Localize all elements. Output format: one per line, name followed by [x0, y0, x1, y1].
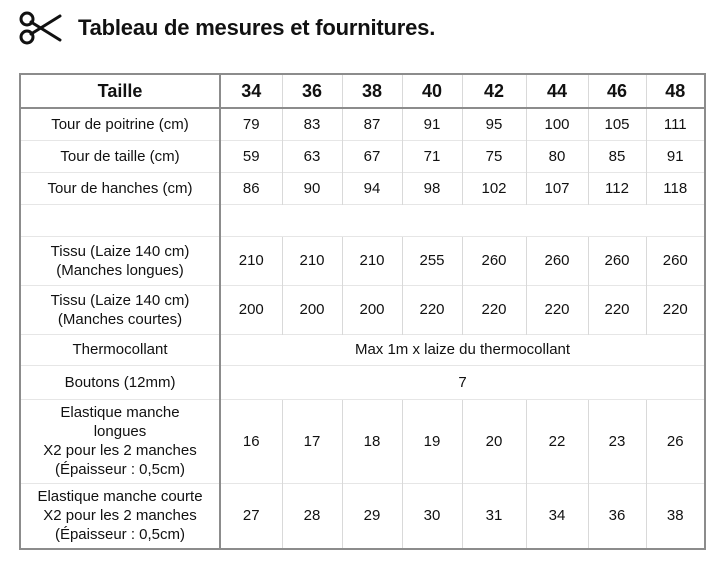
table-cell: 31: [462, 483, 526, 549]
table-cell: 91: [402, 108, 462, 140]
row-thermocollant: [20, 334, 705, 365]
table-cell: 63: [282, 140, 342, 172]
row-label-line: (Manches courtes): [57, 310, 183, 328]
blank-cell: [220, 204, 705, 236]
row-label: Thermocollant: [20, 334, 220, 365]
size-header-label: Taille: [20, 74, 220, 108]
size-42: 42: [462, 74, 526, 108]
table-cell: 260: [646, 236, 705, 285]
scissors-icon: [18, 10, 62, 46]
table-cell: 83: [282, 108, 342, 140]
table-cell: 210: [220, 236, 282, 285]
table-cell: 102: [462, 172, 526, 204]
table-cell: 220: [462, 285, 526, 334]
table-cell: 34: [526, 483, 588, 549]
size-36: 36: [282, 74, 342, 108]
table-cell: 112: [588, 172, 646, 204]
table-cell: 16: [220, 399, 282, 483]
row-label-line: (Manches longues): [56, 261, 184, 279]
table-cell: 17: [282, 399, 342, 483]
table-cell: 200: [282, 285, 342, 334]
table-cell: 18: [342, 399, 402, 483]
table-cell: 75: [462, 140, 526, 172]
table-cell: 94: [342, 172, 402, 204]
table-cell: 26: [646, 399, 705, 483]
row-elastique-longues: [20, 399, 705, 483]
table-cell: 38: [646, 483, 705, 549]
page-title: Tableau de mesures et fournitures.: [78, 15, 436, 40]
row-label-line: Tissu (Laize 140 cm): [50, 291, 190, 309]
table-cell: 200: [342, 285, 402, 334]
page-header: [18, 8, 435, 48]
table-cell: 20: [462, 399, 526, 483]
row-tissu-courtes: [20, 285, 705, 334]
table-cell: 210: [342, 236, 402, 285]
blank-label-cell: [20, 204, 220, 236]
table-cell: 260: [526, 236, 588, 285]
table-cell: 79: [220, 108, 282, 140]
table-cell: 260: [588, 236, 646, 285]
table-cell: 67: [342, 140, 402, 172]
row-label-line: Elastique manche: [60, 404, 180, 421]
table-cell: 87: [342, 108, 402, 140]
row-label-line: (Épaisseur : 0,5cm): [54, 526, 186, 544]
table-cell: 36: [588, 483, 646, 549]
table-cell: 220: [526, 285, 588, 334]
row-label: Tour de taille (cm): [20, 140, 220, 172]
row-label-line: X2 pour les 2 manches: [43, 507, 197, 525]
table-cell: 220: [402, 285, 462, 334]
row-label: [20, 236, 220, 285]
row-elastique-courte: [20, 483, 705, 549]
row-label: Boutons (12mm): [20, 365, 220, 399]
table-cell: 210: [282, 236, 342, 285]
table-cell: 85: [588, 140, 646, 172]
row-label: [20, 285, 220, 334]
table-cell: 105: [588, 108, 646, 140]
size-46: 46: [588, 74, 646, 108]
row-label: [20, 399, 220, 483]
table-cell: 27: [220, 483, 282, 549]
table-cell: 86: [220, 172, 282, 204]
row-label-line: Elastique manche courte: [37, 488, 203, 506]
table-cell: 29: [342, 483, 402, 549]
row-label-line: X2 pour les 2 manches: [43, 442, 197, 459]
row-label-line: Tissu (Laize 140 cm): [50, 242, 190, 260]
table-cell: 71: [402, 140, 462, 172]
table-cell: 91: [646, 140, 705, 172]
table-cell: 59: [220, 140, 282, 172]
table-cell: 220: [646, 285, 705, 334]
table-cell: 107: [526, 172, 588, 204]
measurements-table: [19, 73, 706, 550]
row-label: Tour de hanches (cm): [20, 172, 220, 204]
size-34: 34: [220, 74, 282, 108]
size-48: 48: [646, 74, 705, 108]
table-cell: 80: [526, 140, 588, 172]
table-cell: 220: [588, 285, 646, 334]
table-cell: 111: [646, 108, 705, 140]
size-44: 44: [526, 74, 588, 108]
row-label: [20, 483, 220, 549]
table-cell: 90: [282, 172, 342, 204]
row-label-line: (Épaisseur : 0,5cm): [54, 461, 186, 478]
table-cell: 255: [402, 236, 462, 285]
row-tissu-longues: [20, 236, 705, 285]
row-taille: [20, 140, 705, 172]
row-label: Tour de poitrine (cm): [20, 108, 220, 140]
table-cell: 95: [462, 108, 526, 140]
table-cell: 19: [402, 399, 462, 483]
boutons-value: 7: [220, 365, 705, 399]
thermocollant-value: Max 1m x laize du thermocollant: [220, 334, 705, 365]
row-hanches: [20, 172, 705, 204]
row-blank: [20, 204, 705, 236]
size-38: 38: [342, 74, 402, 108]
table-cell: 260: [462, 236, 526, 285]
row-poitrine: [20, 108, 705, 140]
row-label-line: longues: [93, 423, 147, 440]
header-row: [20, 74, 705, 108]
table-cell: 98: [402, 172, 462, 204]
table-cell: 22: [526, 399, 588, 483]
table-cell: 100: [526, 108, 588, 140]
table-cell: 200: [220, 285, 282, 334]
table-cell: 28: [282, 483, 342, 549]
table-cell: 118: [646, 172, 705, 204]
size-40: 40: [402, 74, 462, 108]
table-cell: 23: [588, 399, 646, 483]
row-boutons: [20, 365, 705, 399]
table-cell: 30: [402, 483, 462, 549]
